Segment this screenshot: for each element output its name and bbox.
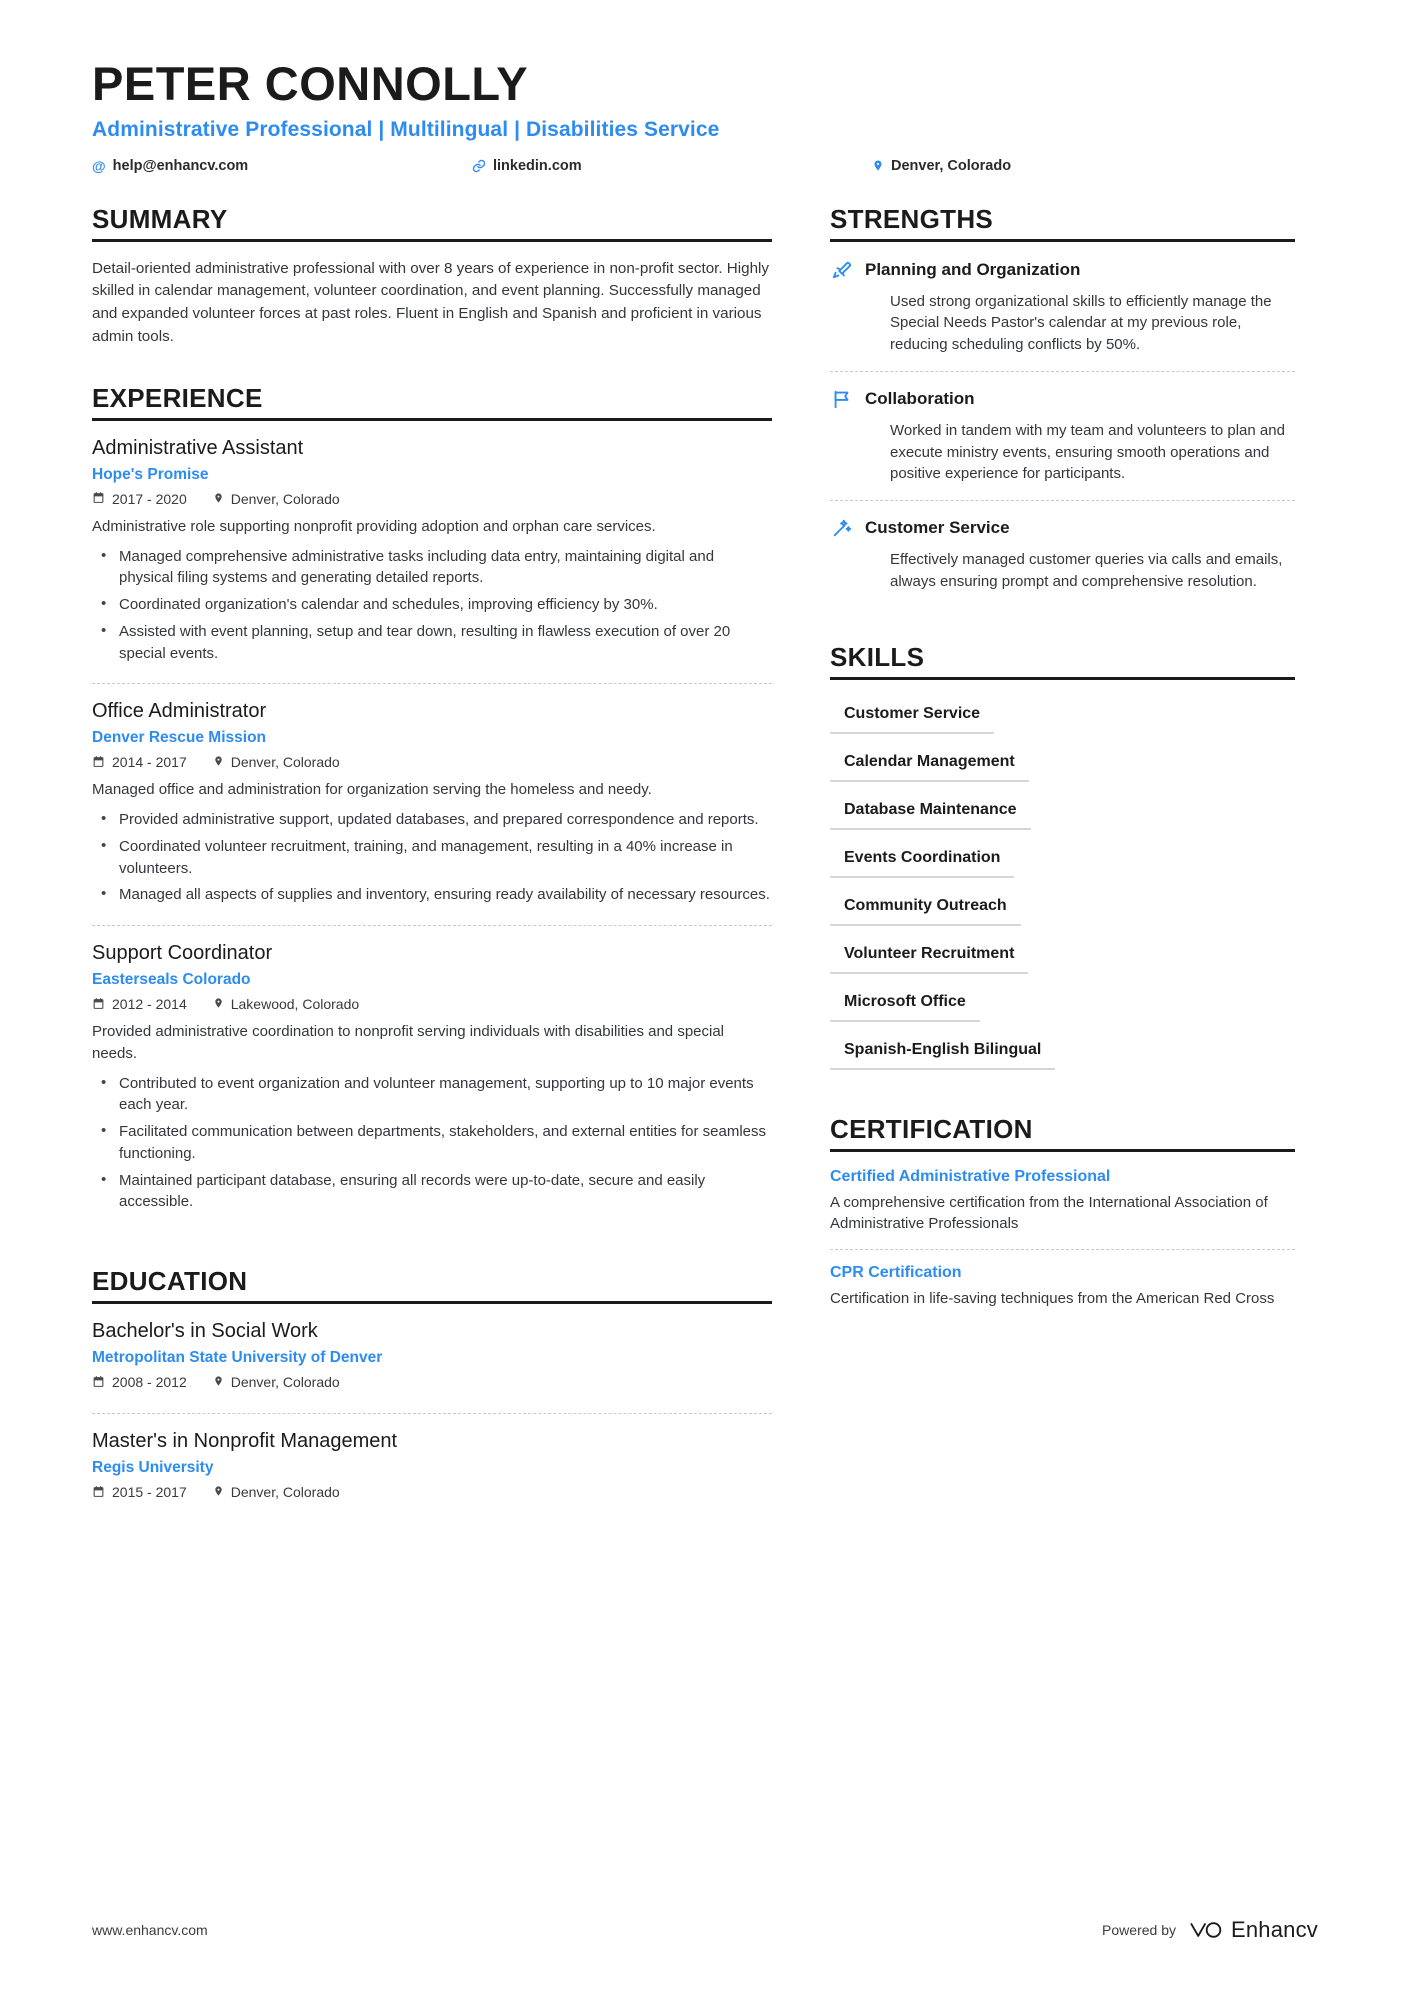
experience-dates [92, 754, 187, 770]
certification-item [830, 1249, 1295, 1324]
list-item: • Contributed to event organization and volunteer management, supporting up to 10 major events each year. [92, 1073, 772, 1117]
strength-name: Planning and Organization [865, 259, 1081, 279]
skill-chip: Spanish-English Bilingual [830, 1032, 1055, 1070]
list-item: • Coordinated organization's calendar and schedules, improving efficiency by 30%. [92, 594, 772, 616]
education-meta [92, 1484, 772, 1500]
experience-entry [92, 925, 772, 1232]
experience-dates [92, 491, 187, 507]
experience-location [213, 491, 340, 507]
skill-chip: Database Maintenance [830, 792, 1031, 830]
resume-columns [92, 204, 1318, 1557]
strength-name: Customer Service [865, 518, 1010, 538]
certification-text: A comprehensive certification from the International Association of Administrative Professionals [830, 1193, 1268, 1233]
strength-text: Worked in tandem with my team and volunteers to plan and execute ministry events, ensuring smooth operations and positive experience for participants. [890, 421, 1285, 483]
education-dates-text: 2008 - 2012 [112, 1374, 187, 1391]
magic-wand-icon [830, 516, 854, 540]
section-strengths [830, 204, 1295, 608]
section-education [92, 1266, 772, 1523]
contact-location-text: Denver, Colorado [891, 157, 1012, 174]
strength-header [830, 258, 1295, 282]
education-school[interactable]: Metropolitan State University of Denver [92, 1349, 383, 1367]
page-title: PETER CONNOLLY [92, 57, 529, 110]
resume-header [92, 58, 1318, 174]
list-item: • Facilitated communication between departments, stakeholders, and external entities for seamless functioning. [92, 1121, 772, 1165]
education-dates-text: 2015 - 2017 [112, 1484, 187, 1501]
enhancv-wordmark: Enhancv [1230, 1917, 1318, 1942]
list-item: • Assisted with event planning, setup and tear down, resulting in flawless execution of over 20 special events. [92, 621, 772, 665]
calendar-icon [92, 755, 105, 770]
education-dates [92, 1484, 187, 1500]
experience-organization[interactable]: Hope's Promise [92, 465, 209, 483]
education-entry [92, 1320, 772, 1413]
certification-text: Certification in life-saving techniques from the American Red Cross [830, 1290, 1275, 1308]
professional-headline: Administrative Professional | Multilingual | Disabilities Service [92, 117, 720, 141]
skills-list [830, 696, 1295, 1080]
experience-bullets [92, 546, 772, 665]
flag-icon [830, 387, 854, 411]
skill-chip: Calendar Management [830, 744, 1029, 782]
skill-chip: Volunteer Recruitment [830, 936, 1028, 974]
section-skills [830, 642, 1295, 1080]
skill-chip: Events Coordination [830, 840, 1014, 878]
experience-role: Support Coordinator [92, 942, 273, 965]
experience-location-text: Lakewood, Colorado [230, 996, 360, 1013]
education-degree: Master's in Nonprofit Management [92, 1430, 398, 1453]
experience-meta [92, 491, 772, 507]
enhancv-mark-icon [1188, 1919, 1222, 1941]
strength-header [830, 516, 1295, 540]
strength-item [830, 371, 1295, 500]
education-meta [92, 1374, 772, 1390]
experience-location [213, 754, 340, 770]
contact-email[interactable] [92, 158, 472, 174]
enhancv-logo [1188, 1917, 1318, 1943]
location-pin-icon [213, 1374, 224, 1390]
education-entry [92, 1413, 772, 1523]
education-location-text: Denver, Colorado [230, 1374, 340, 1391]
education-school[interactable]: Regis University [92, 1459, 214, 1477]
strengths-heading: STRENGTHS [830, 204, 1295, 242]
strength-name: Collaboration [865, 388, 975, 408]
skill-chip: Microsoft Office [830, 984, 980, 1022]
education-degree: Bachelor's in Social Work [92, 1320, 318, 1343]
list-item: • Coordinated volunteer recruitment, training, and management, resulting in a 40% increase in volunteers. [92, 836, 772, 880]
experience-location-text: Denver, Colorado [230, 490, 340, 507]
experience-role: Office Administrator [92, 700, 267, 723]
strength-header [830, 387, 1295, 411]
calendar-icon [92, 1375, 105, 1390]
skills-heading: SKILLS [830, 642, 1295, 680]
experience-location [213, 996, 359, 1012]
calendar-icon [92, 491, 105, 506]
list-item: • Managed all aspects of supplies and inventory, ensuring ready availability of necessary resources. [92, 884, 772, 906]
certification-heading: CERTIFICATION [830, 1114, 1295, 1152]
experience-entry [92, 683, 772, 925]
strength-text: Used strong organizational skills to efficiently manage the Special Needs Pastor's calendar at my previous role, reducing scheduling conflicts by 50%. [890, 292, 1272, 354]
experience-description: Provided administrative coordination to nonprofit serving individuals with disabilities and special needs. [92, 1023, 725, 1062]
calendar-icon [92, 1485, 105, 1500]
summary-heading: SUMMARY [92, 204, 772, 242]
location-pin-icon [213, 1484, 224, 1500]
education-dates [92, 1374, 187, 1390]
education-location [213, 1484, 340, 1500]
location-pin-icon [213, 754, 224, 770]
experience-bullets [92, 1073, 772, 1214]
experience-entry [92, 437, 772, 684]
footer-powered-by [1102, 1917, 1318, 1943]
powered-by-label: Powered by [1102, 1922, 1176, 1938]
experience-description: Administrative role supporting nonprofit providing adoption and orphan care services. [92, 517, 656, 535]
page-footer [92, 1917, 1318, 1943]
experience-meta [92, 996, 772, 1012]
experience-dates-text: 2012 - 2014 [112, 996, 187, 1013]
footer-website[interactable]: www.enhancv.com [92, 1922, 208, 1938]
skill-chip: Community Outreach [830, 888, 1021, 926]
certification-name: CPR Certification [830, 1264, 962, 1282]
contact-row [92, 158, 1318, 174]
right-column [830, 204, 1295, 1358]
link-icon [472, 159, 486, 173]
experience-location-text: Denver, Colorado [230, 754, 340, 771]
experience-dates-text: 2014 - 2017 [112, 754, 187, 771]
email-icon: @ [92, 157, 106, 174]
experience-role: Administrative Assistant [92, 436, 304, 459]
contact-email-text: help@enhancv.com [112, 157, 249, 174]
certification-name: Certified Administrative Professional [830, 1167, 1111, 1185]
experience-meta [92, 754, 772, 770]
experience-bullets [92, 809, 772, 906]
list-item: • Provided administrative support, updated databases, and prepared correspondence and reports. [92, 809, 772, 831]
strength-item [830, 500, 1295, 608]
location-pin-icon [213, 491, 224, 507]
experience-organization[interactable]: Denver Rescue Mission [92, 729, 267, 747]
summary-text: Detail-oriented administrative professional with over 8 years of experience in non-profit sector. Highly skilled in calendar management, volunteer coordination, and event planning. Successfully managed and expanded volunteer forces at past roles. Fluent in English and Spanish and proficient in various admin tools. [92, 259, 770, 346]
strength-text: Effectively managed customer queries via calls and emails, always ensuring prompt and comprehensive resolution. [890, 551, 1283, 590]
education-heading: EDUCATION [92, 1266, 772, 1304]
left-column [92, 204, 772, 1557]
skill-chip: Customer Service [830, 696, 994, 734]
contact-linkedin-text: linkedin.com [493, 157, 582, 174]
contact-linkedin[interactable] [472, 158, 872, 174]
strength-item [830, 258, 1295, 371]
calendar-icon [92, 997, 105, 1012]
certification-item [830, 1168, 1295, 1250]
rocket-icon [830, 258, 854, 282]
section-experience [92, 383, 772, 1232]
list-item: • Managed comprehensive administrative tasks including data entry, maintaining digital and physical filing systems and generating detailed reports. [92, 546, 772, 590]
section-summary [92, 204, 772, 349]
section-certification [830, 1114, 1295, 1324]
experience-organization[interactable]: Easterseals Colorado [92, 971, 251, 989]
education-location-text: Denver, Colorado [230, 1484, 340, 1501]
experience-dates [92, 996, 187, 1012]
location-pin-icon [872, 158, 884, 173]
contact-location [872, 158, 1011, 174]
experience-description: Managed office and administration for organization serving the homeless and needy. [92, 781, 652, 799]
experience-dates-text: 2017 - 2020 [112, 490, 187, 507]
list-item: • Maintained participant database, ensuring all records were up-to-date, secure and easily accessible. [92, 1170, 772, 1214]
experience-heading: EXPERIENCE [92, 383, 772, 421]
location-pin-icon [213, 996, 224, 1012]
education-location [213, 1374, 340, 1390]
